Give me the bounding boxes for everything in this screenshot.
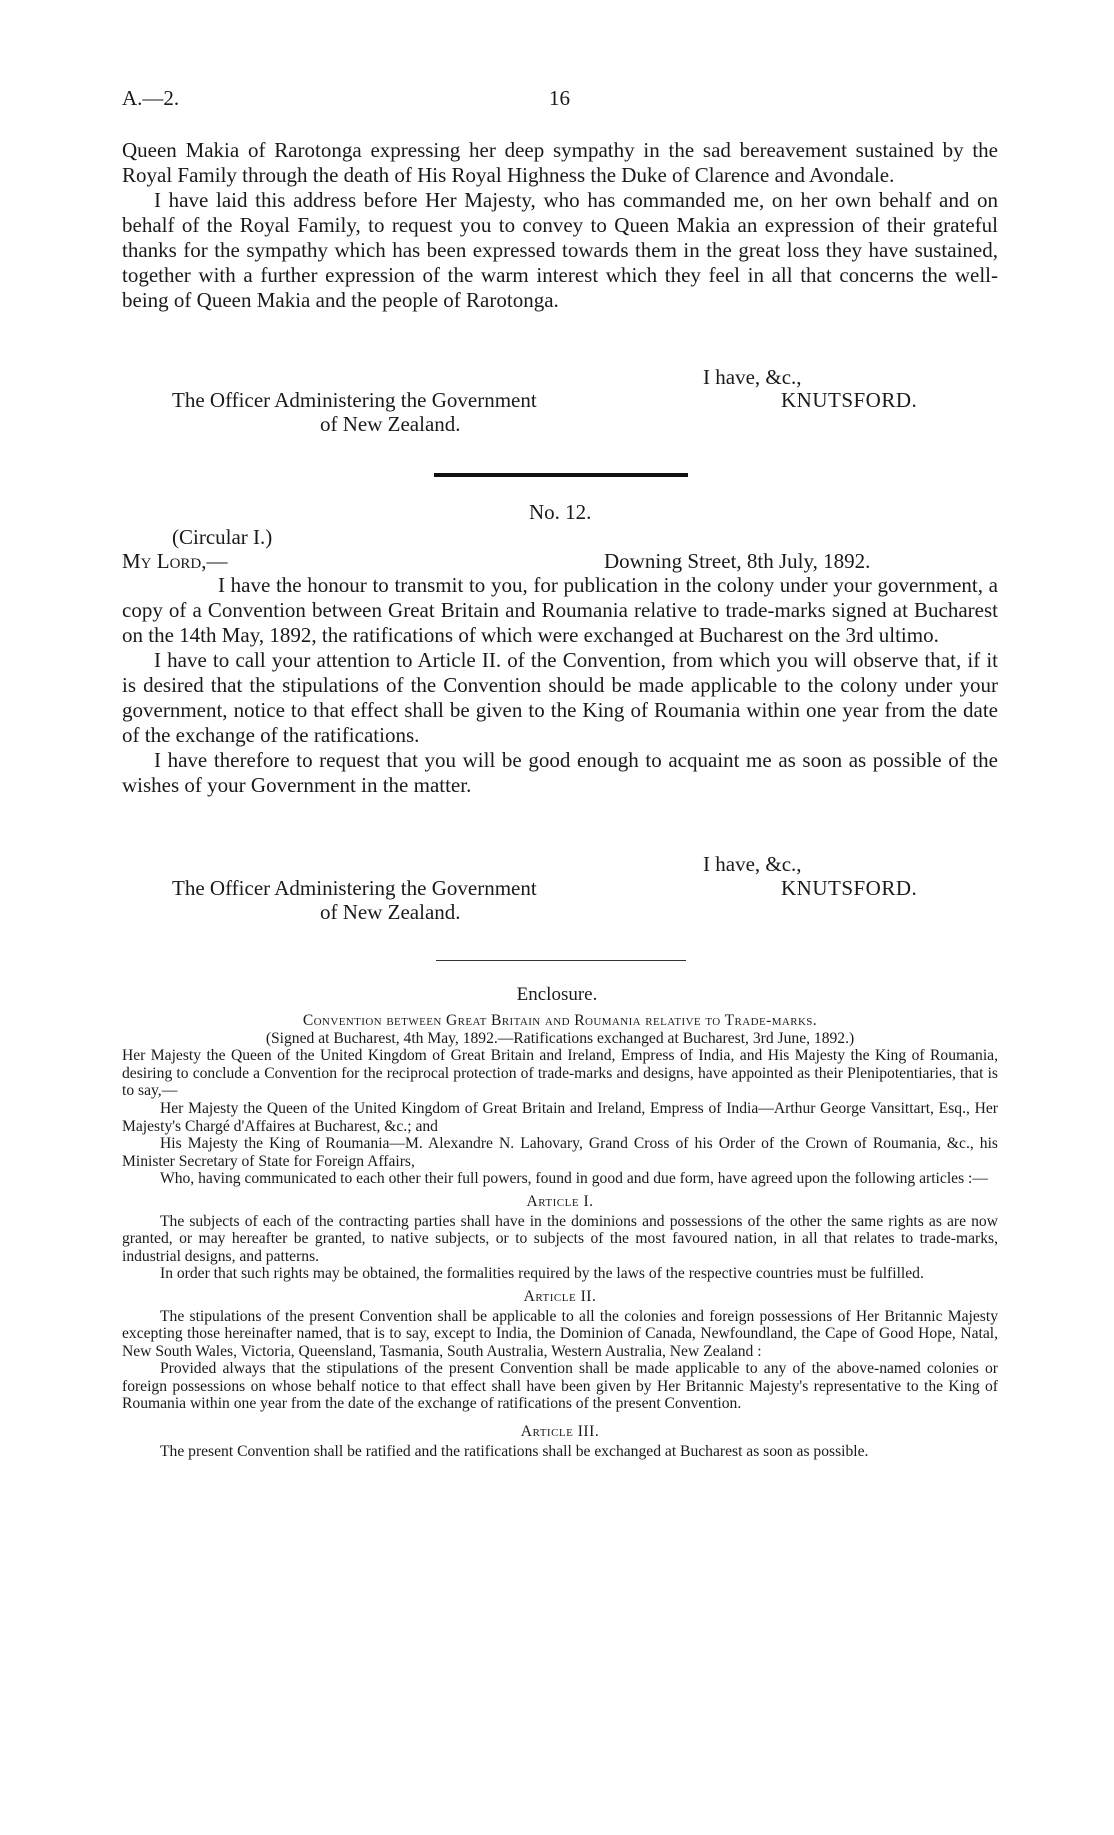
letter2-paragraph-1: I have the honour to transmit to you, for publication in the colony under your government, a copy of a Convention between Great Britain and Roumania relative to trade-marks signed at Bucharest on the 14th May, 1892, the ratifications of which were exchanged at Bucharest on the 3rd ultimo. <box>122 573 998 647</box>
preamble-paragraph-3: His Majesty the King of Roumania—M. Alexandre N. Lahovary, Grand Cross of his Order of the Crown of Roumania, &c., his Minister Secretary of State for Foreign Affairs, <box>122 1135 998 1170</box>
article-2-title: Article II. <box>523 1287 597 1305</box>
preamble-paragraph-4: Who, having communicated to each other their full powers, found in good and due form, have agreed upon the following articles :— <box>160 1170 988 1188</box>
letter1-body <box>122 138 998 313</box>
enclosure-heading: Enclosure. <box>516 984 598 1005</box>
letter2-closing: I have, &c., <box>703 852 802 876</box>
letter1-addressee-line1: The Officer Administering the Government <box>172 388 537 412</box>
letter2-salutation: My Lord,— <box>122 549 228 573</box>
article-1-paragraph-1: The subjects of each of the contracting parties shall have in the dominions and possessions of the other the same rights as are now granted, or may hereafter be granted, to native subjects, or to subjects of the most favoured nation, in all that relates to trade-marks, industrial designs, and patterns. <box>122 1212 998 1265</box>
article-3-paragraph-1: The present Convention shall be ratified and the ratifications shall be exchanged at Bucharest as soon as possible. <box>160 1442 869 1460</box>
letter1-paragraph-1: Queen Makia of Rarotonga expressing her deep sympathy in the sad bereavement sustained by the Royal Family through the death of His Royal Highness the Duke of Clarence and Avondale. <box>122 138 998 187</box>
letter2-body <box>122 573 998 798</box>
letter1-paragraph-2: I have laid this address before Her Majesty, who has commanded me, on her own behalf and on behalf of the Royal Family, to request you to convey to Queen Makia an expression of their grateful thanks for the sympathy which has been expressed towards them in the great loss they have sustained, together with a further expression of the warm interest which they feel in all that concerns the well-being of Queen Makia and the people of Rarotonga. <box>122 188 998 312</box>
letter2-paragraph-2: I have to call your attention to Article II. of the Convention, from which you will observe that, if it is desired that the stipulations of the Convention should be made applicable to the colony under your government, notice to that effect shall be given to the King of Roumania within one year from the date of the exchange of the ratifications. <box>122 648 998 747</box>
convention-signed-note: (Signed at Bucharest, 4th May, 1892.—Ratifications exchanged at Bucharest, 3rd June, 1892.) <box>265 1029 855 1047</box>
preamble-paragraph-2: Her Majesty the Queen of the United Kingdom of Great Britain and Ireland, Empress of India—Arthur George Vansittart, Esq., Her Majesty's Chargé d'Affaires at Bucharest, &c.; and <box>122 1099 998 1135</box>
letter2-place-date: Downing Street, 8th July, 1892. <box>604 549 871 573</box>
letter1-signature: KNUTSFORD. <box>781 388 918 412</box>
article-1-title: Article I. <box>526 1192 594 1210</box>
article-2-paragraph-2: Provided always that the stipulations of the present Convention shall be made applicable to any of the above-named colonies or foreign possessions on whose behalf notice to that effect shall have been given by Her Britannic Majesty's representative to the King of Roumania within one year from the date of the exchange of ratifications of the present Convention. <box>122 1360 998 1413</box>
section-divider-thin <box>436 960 686 961</box>
page-number: 16 <box>549 86 570 110</box>
preamble-paragraph-1: Her Majesty the Queen of the United Kingdom of Great Britain and Ireland, Empress of India, and His Majesty the King of Roumania, desiring to conclude a Convention for the reciprocal protection of trade-marks and designs, have appointed as their Plenipotentiaries, that is to say,— <box>122 1047 998 1100</box>
letter2-signature: KNUTSFORD. <box>781 876 918 900</box>
article-3-title: Article III. <box>520 1423 600 1441</box>
letter2-number: No. 12. <box>529 500 592 524</box>
letter1-closing: I have, &c., <box>703 365 802 389</box>
letter2-paragraph-3: I have therefore to request that you will be good enough to acquaint me as soon as possible of the wishes of your Government in the matter. <box>122 748 998 797</box>
enclosure-body <box>122 1012 998 1460</box>
document-reference: A.—2. <box>122 86 180 110</box>
letter2-addressee-line1: The Officer Administering the Government <box>172 876 537 900</box>
letter1-addressee-line2: of New Zealand. <box>320 412 461 436</box>
article-1-paragraph-2: In order that such rights may be obtained, the formalities required by the laws of the respective countries must be fulfilled. <box>160 1265 924 1283</box>
section-divider-thick <box>434 473 688 477</box>
letter2-circular: (Circular I.) <box>172 525 273 549</box>
convention-title: Convention between Great Britain and Roumania relative to Trade-marks. <box>302 1012 818 1029</box>
letter2-addressee-line2: of New Zealand. <box>320 900 461 924</box>
article-2-paragraph-1: The stipulations of the present Convention shall be applicable to all the colonies and foreign possessions of Her Britannic Majesty excepting those hereinafter named, that is to say, except to India, the Dominion of Canada, Newfoundland, the Cape of Good Hope, Natal, New South Wales, Victoria, Queensland, Tasmania, South Australia, Western Australia, New Zealand : <box>122 1307 998 1360</box>
